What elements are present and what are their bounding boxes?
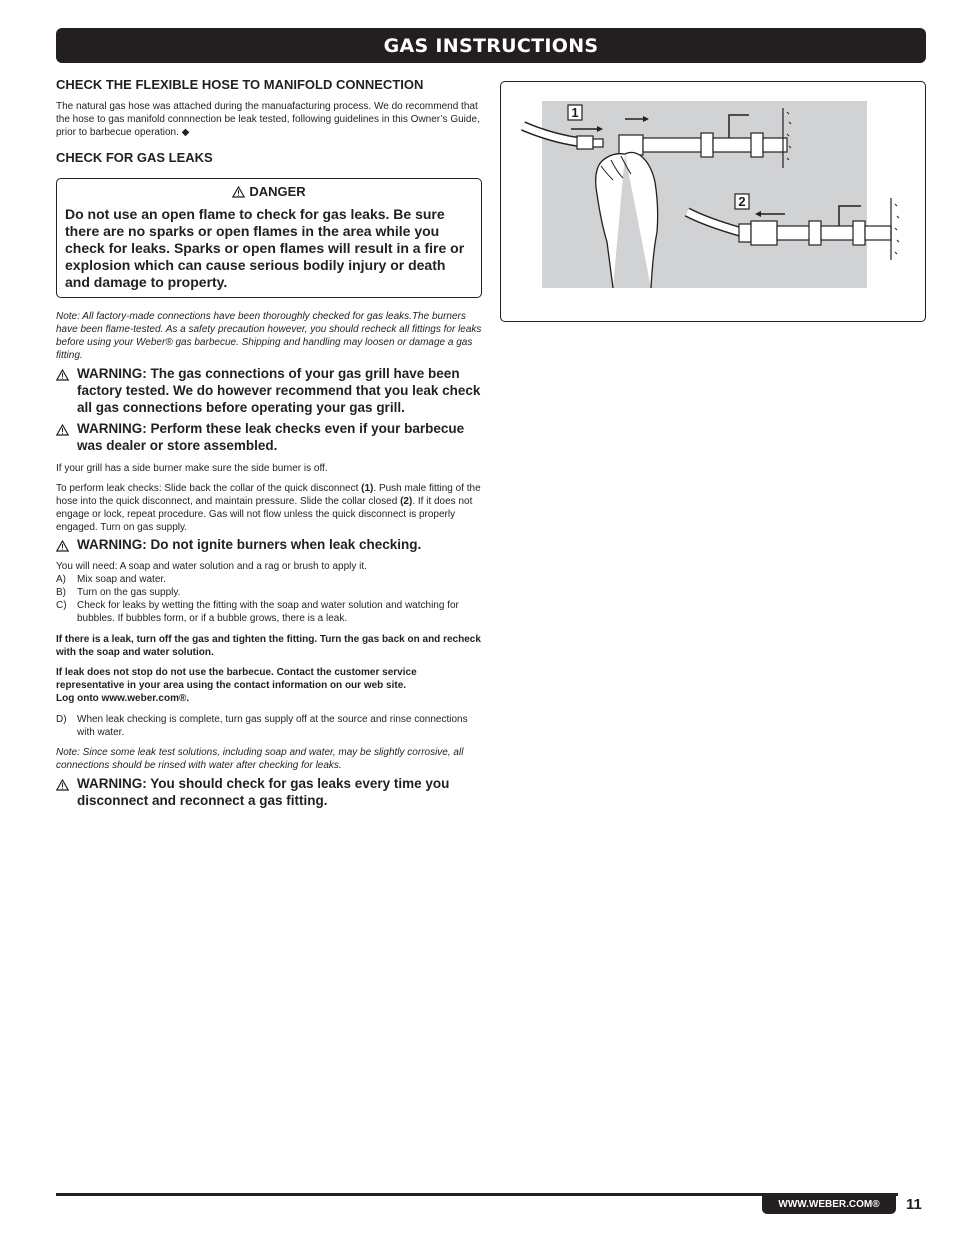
footer-website: WWW.WEBER.COM® [762, 1194, 896, 1214]
step-d-list [56, 713, 482, 739]
warning-triangle-icon [232, 186, 245, 198]
warning-triangle-icon [56, 424, 69, 436]
list-item [56, 586, 482, 599]
list-marker: D) [56, 714, 67, 725]
list-text: Turn on the gas supply. [77, 587, 181, 598]
steps-list [56, 573, 482, 625]
hose-1-fitting [577, 136, 593, 149]
procedure-part1: To perform leak checks: Slide back the collar of the quick disconnect [56, 483, 362, 494]
list-item [56, 713, 482, 739]
list-marker: B) [56, 587, 66, 598]
warning-dealer-assembled [56, 420, 482, 454]
warning-text: WARNING: You should check for gas leaks every time you disconnect and reconnect a gas fitting. [77, 776, 450, 808]
procedure-ref2: (2) [400, 496, 413, 507]
danger-title-row [65, 184, 473, 199]
figure-label-2: 2 [738, 194, 746, 209]
list-item [56, 599, 482, 625]
procedure-part3: . If it does not engage or lock, repeat procedure. Gas will not flow unless the quick disconnect is properly engaged. Turn on gas supply. [56, 496, 473, 533]
list-item [56, 573, 482, 586]
warning-triangle-icon [56, 779, 69, 791]
danger-body: Do not use an open flame to check for gas leaks. Be sure there are no sparks or open flames in the area while you check for leaks. Sparks or open flames will result in a fire or explosion which can cause serious bodily injury or death and damage to property. [65, 206, 465, 290]
you-need-text: You will need: A soap and water solution and a rag or brush to apply it. [56, 561, 367, 572]
warning-triangle-icon [56, 369, 69, 381]
section-heading-hose: CHECK THE FLEXIBLE HOSE TO MANIFOLD CONNECTION [56, 77, 424, 92]
hose-paragraph: The natural gas hose was attached during the manuafacturing process. We do recommend that the hose to gas manifold connnection be leak tested, following guidelines in this Owner’s Guide, prior to barbecue operation. ◆ [56, 101, 480, 138]
figure-label-1: 1 [571, 105, 579, 120]
list-text: When leak checking is complete, turn gas supply off at the source and rinse connections with water. [77, 714, 468, 738]
procedure-part2: . Push male fitting of the hose into the quick disconnect, and maintain pressure. Slide the collar closed [56, 483, 481, 507]
warning-text: WARNING: Perform these leak checks even if your barbecue was dealer or store assembled. [77, 421, 465, 453]
warning-triangle-icon [56, 540, 69, 552]
list-marker: C) [56, 600, 67, 611]
warning-factory-tested [56, 365, 482, 416]
list-marker: A) [56, 574, 66, 585]
list-text: Mix soap and water. [77, 574, 166, 585]
danger-box [56, 178, 482, 298]
quick-disconnect-2 [751, 221, 777, 245]
page-title: GAS INSTRUCTIONS [383, 34, 599, 57]
fitting-illustration [501, 82, 925, 321]
warning-no-ignite [56, 536, 482, 556]
page-number: 11 [906, 1196, 922, 1213]
note-factory-checked: Note: All factory-made connections have been thoroughly checked for gas leaks.The burners have been flame-tested. As a safety precaution however, you should recheck all fittings for leaks before using your Weber® gas barbecue. Shipping and handling may loosen or damage a gas fitting. [56, 311, 482, 361]
leak-persist-paragraph [56, 666, 482, 705]
warning-every-time [56, 775, 482, 809]
header-bar [56, 28, 926, 63]
section-heading-leaks: CHECK FOR GAS LEAKS [56, 150, 213, 165]
danger-title: DANGER [249, 184, 306, 199]
weber-link-text: Log onto www.weber.com®. [56, 693, 190, 704]
leak-fix-paragraph: If there is a leak, turn off the gas and tighten the fitting. Turn the gas back on and recheck with the soap and water solution. [56, 634, 481, 658]
leak-check-figure [500, 81, 926, 322]
procedure-ref1: (1) [361, 483, 374, 494]
leak-persist-text: If leak does not stop do not use the barbecue. Contact the customer service representative in your area using the contact information on our web site. [56, 667, 417, 691]
note-corrosive: Note: Since some leak test solutions, including soap and water, may be slightly corrosive, all connections should be rinsed with water after checking for leaks. [56, 747, 464, 771]
warning-text: WARNING: Do not ignite burners when leak checking. [77, 537, 422, 552]
side-burner-text: If your grill has a side burner make sure the side burner is off. [56, 463, 328, 474]
procedure-paragraph [56, 482, 482, 534]
warning-text: WARNING: The gas connections of your gas grill have been factory tested. We do however recommend that you leak check all gas connections before operating your gas grill. [77, 366, 481, 415]
left-column [56, 77, 482, 813]
list-text: Check for leaks by wetting the fitting with the soap and water solution and watching for bubbles. If bubbles form, or if a bubble grows, there is a leak. [77, 600, 459, 624]
